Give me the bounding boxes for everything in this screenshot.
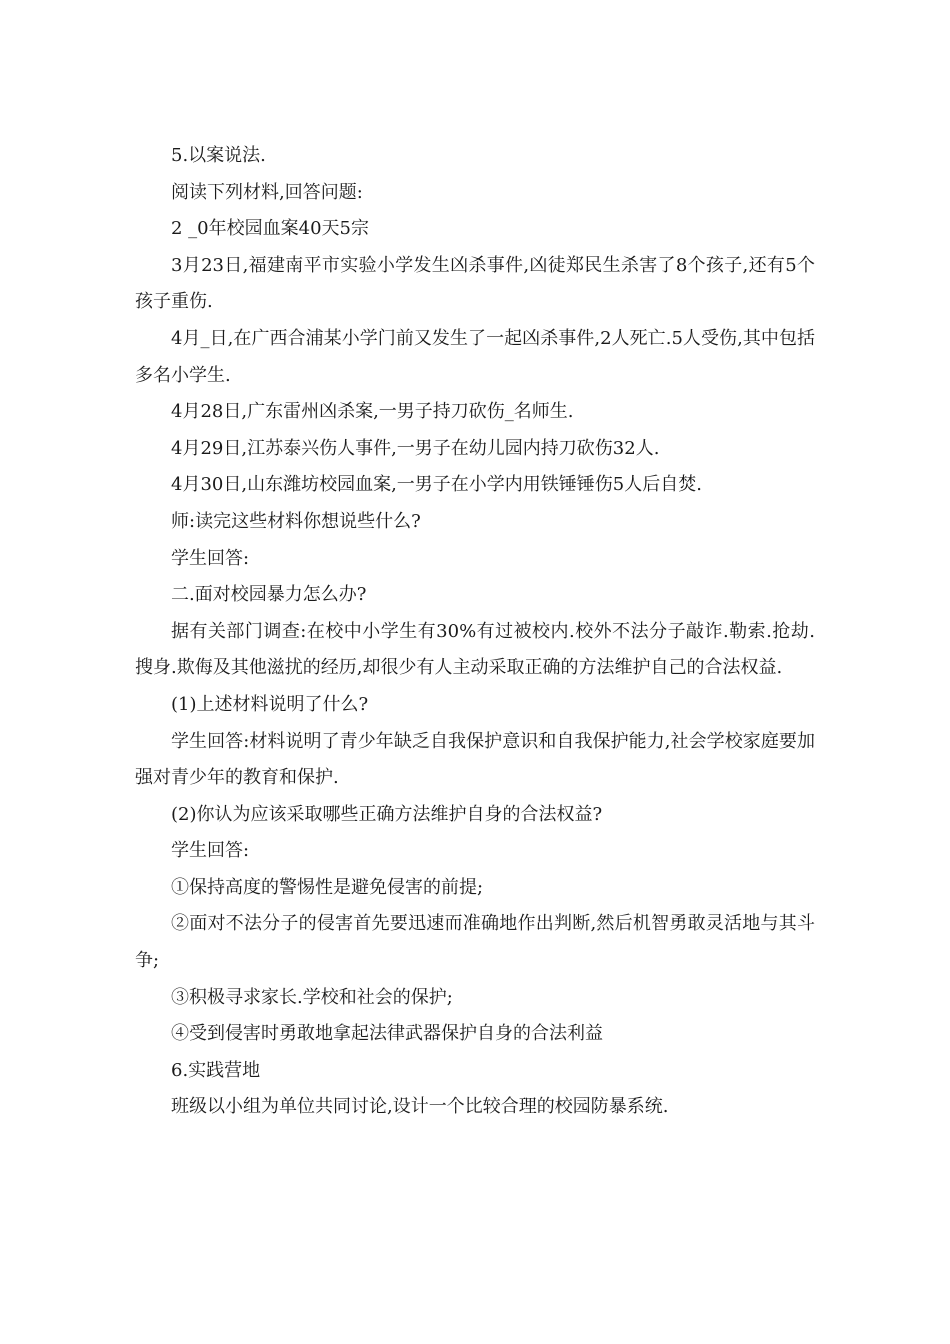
case-paragraph: 4月30日,山东潍坊校园血案,一男子在小学内用铁锤锤伤5人后自焚.: [171, 474, 702, 496]
answer-item-3: ③积极寻求家长.学校和社会的保护;: [171, 986, 453, 1008]
student-answer: 学生回答:: [171, 547, 250, 569]
case-paragraph: 4月_日,在广西合浦某小学门前又发生了一起凶杀事件,2人死亡.5人受伤,其中包括多名小学生.: [135, 327, 815, 386]
student-answer: 学生回答:材料说明了青少年缺乏自我保护意识和自我保护能力,社会学校家庭要加强对青少年的教育和保护.: [135, 730, 815, 789]
instruction-text: 阅读下列材料,回答问题:: [171, 181, 363, 203]
case-paragraph: 4月29日,江苏泰兴伤人事件,一男子在幼儿园内持刀砍伤32人.: [171, 437, 660, 459]
answer-item-2: ②面对不法分子的侵害首先要迅速而准确地作出判断,然后机智勇敢灵活地与其斗争;: [135, 913, 815, 972]
answer-item-4: ④受到侵害时勇敢地拿起法律武器保护自身的合法利益: [171, 1023, 603, 1045]
question-2: (2)你认为应该采取哪些正确方法维护自身的合法权益?: [171, 803, 603, 825]
material-title: 2 _0年校园血案40天5宗: [171, 218, 369, 240]
survey-paragraph: 据有关部门调查:在校中小学生有30%有过被校内.校外不法分子敲诈.勒索.抢劫.搜身.欺侮及其他滋扰的经历,却很少有人主动采取正确的方法维护自己的合法权益.: [135, 620, 815, 679]
answer-item-1: ①保持高度的警惕性是避免侵害的前提;: [171, 876, 484, 898]
document-body: [135, 138, 815, 1126]
practice-paragraph: 班级以小组为单位共同讨论,设计一个比较合理的校园防暴系统.: [171, 1096, 669, 1118]
question-1: (1)上述材料说明了什么?: [171, 693, 369, 715]
section-heading-violence: 二.面对校园暴力怎么办?: [171, 584, 367, 606]
student-answer: 学生回答:: [171, 840, 250, 862]
teacher-question: 师:读完这些材料你想说些什么?: [171, 510, 421, 532]
case-paragraph: 3月23日,福建南平市实验小学发生凶杀事件,凶徒郑民生杀害了8个孩子,还有5个孩子重伤.: [135, 254, 815, 313]
section-heading-case-law: 5.以案说法.: [171, 145, 266, 166]
case-paragraph: 4月28日,广东雷州凶杀案,一男子持刀砍伤_名师生.: [171, 401, 574, 423]
section-heading-practice: 6.实践营地: [171, 1059, 261, 1081]
